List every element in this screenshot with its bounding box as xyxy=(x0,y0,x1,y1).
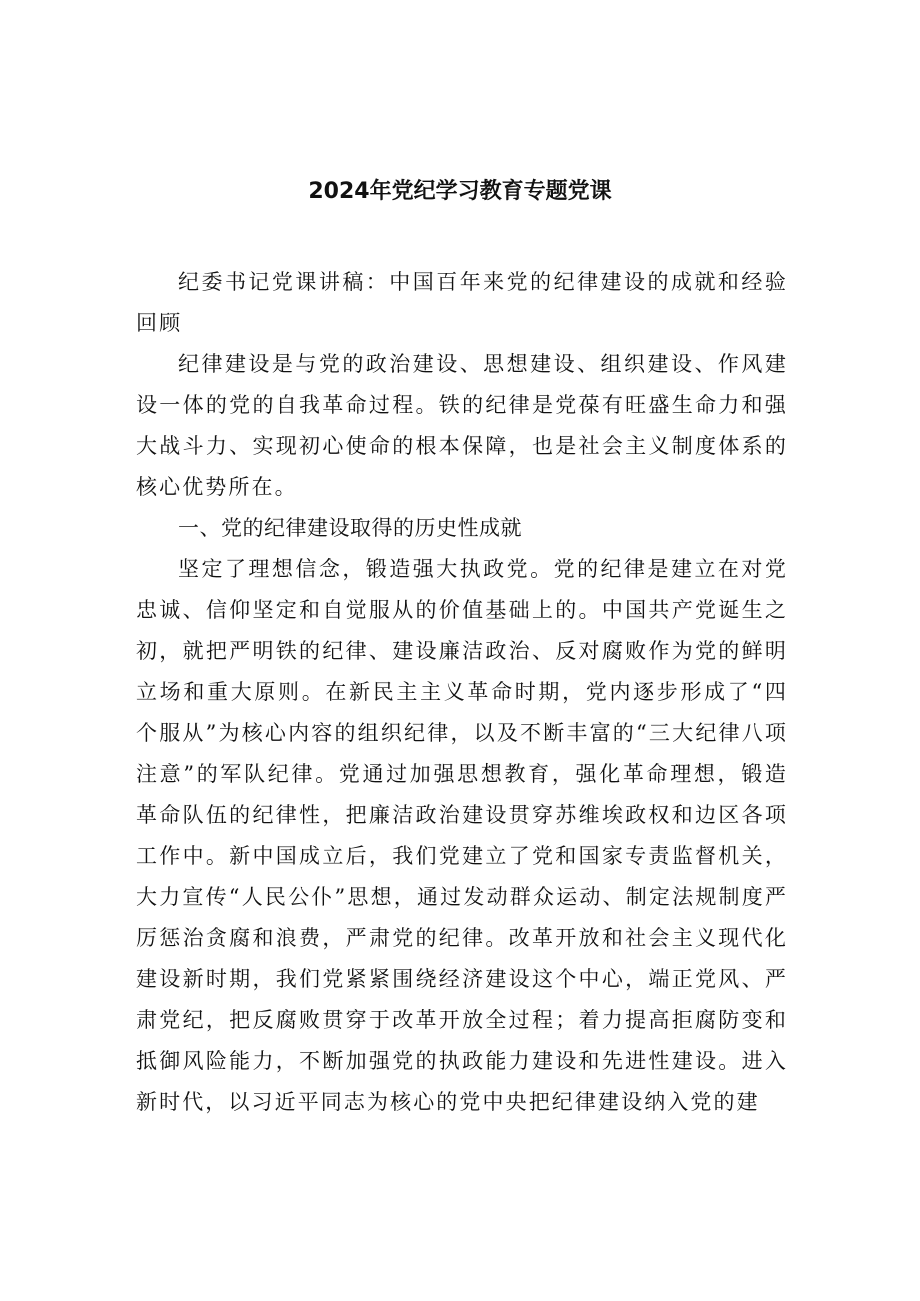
document-body xyxy=(136,262,788,1123)
intro-paragraph: 纪律建设是与党的政治建设、思想建设、组织建设、作风建设一体的党的自我革命过程。铁的纪律是党葆有旺盛生命力和强大战斗力、实现初心使命的根本保障，也是社会主义制度体系的核心优势所在。 xyxy=(136,352,788,499)
section-heading: 一、党的纪律建设取得的历史性成就 xyxy=(178,516,522,540)
document-title: 2024年党纪学习教育专题党课 xyxy=(308,179,612,204)
section-paragraph: 坚定了理想信念，锻造强大执政党。党的纪律是建立在对党忠诚、信仰坚定和自觉服从的价值基础上的。中国共产党诞生之初，就把严明铁的纪律、建设廉洁政治、反对腐败作为党的鲜明立场和重大原则。在新民主主义革命时期，党内逐步形成了“四个服从”为核心内容的组织纪律，以及不断丰富的“三大纪律八项注意”的军队纪律。党通过加强思想教育，强化革命理想，锻造革命队伍的纪律性，把廉洁政治建设贯穿苏维埃政权和边区各项工作中。新中国成立后，我们党建立了党和国家专责监督机关，大力宣传“人民公仆”思想，通过发动群众运动、制定法规制度严厉惩治贪腐和浪费，严肃党的纪律。改革开放和社会主义现代化建设新时期，我们党紧紧围绕经济建设这个中心，端正党风、严肃党纪，把反腐败贯穿于改革开放全过程；着力提高拒腐防变和抵御风险能力，不断加强党的执政能力建设和先进性建设。进入新时代，以习近平同志为核心的党中央把纪律建设纳入党的建 xyxy=(136,557,788,1114)
document-subtitle: 纪委书记党课讲稿：中国百年来党的纪律建设的成就和经验回顾 xyxy=(136,270,788,335)
